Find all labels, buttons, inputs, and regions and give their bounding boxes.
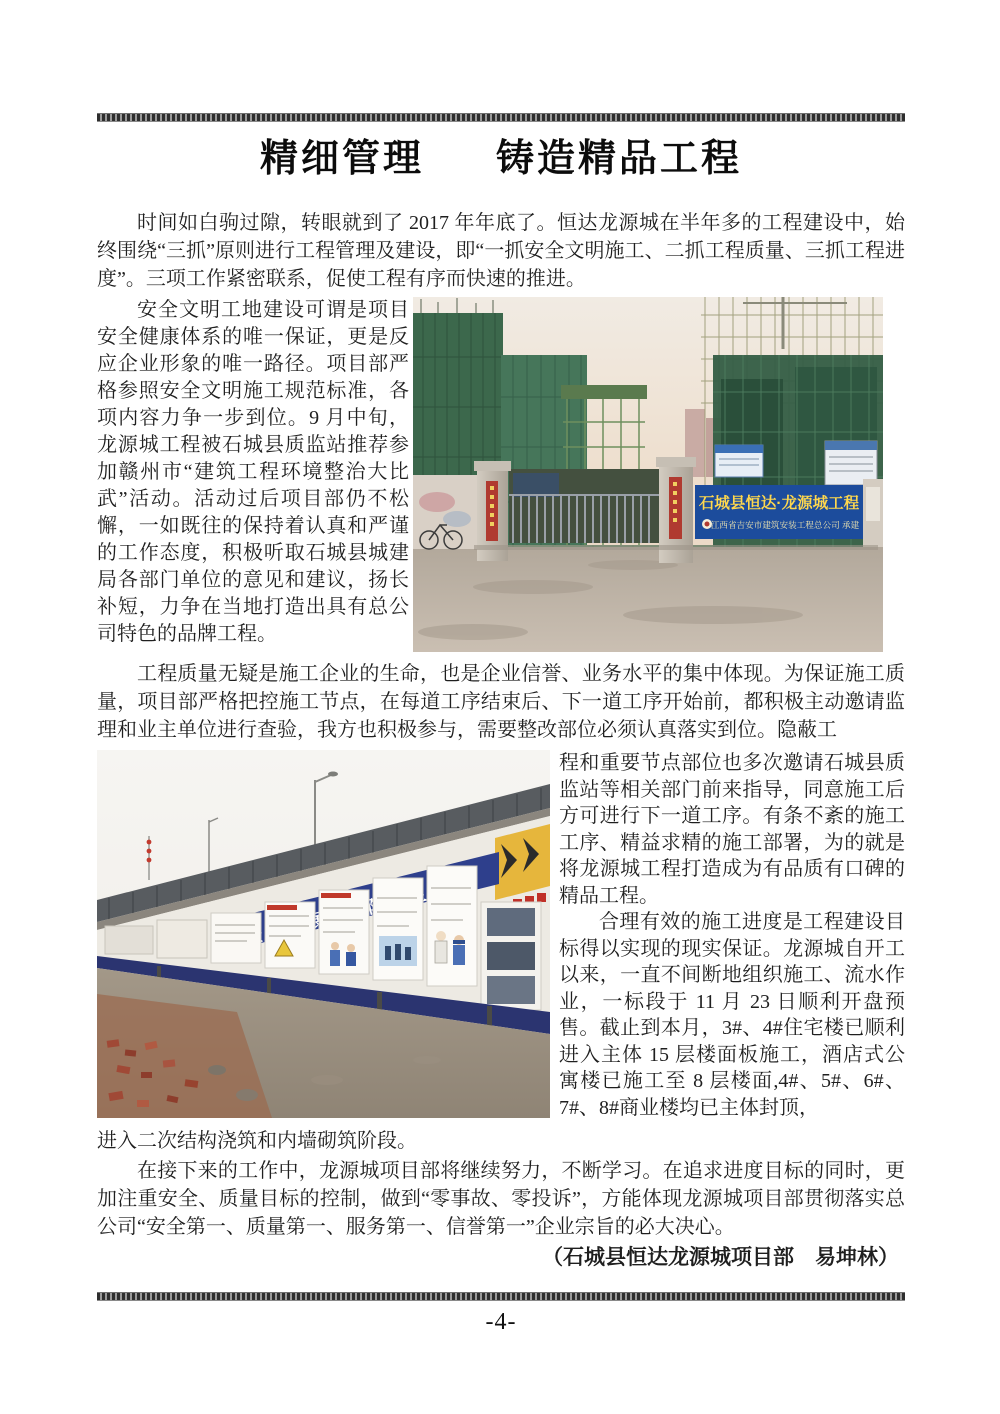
gate-sign-title: 石城县恒达·龙源城工程 — [698, 495, 860, 513]
bottom-rule — [97, 1292, 905, 1301]
safety-wall-photo — [97, 750, 550, 1118]
page-title — [97, 134, 905, 184]
paragraph-quality-full: 工程质量无疑是施工企业的生命，也是企业信誉、业务水平的集中体现。为保证施工质量，项目部严格把控施工节点，在每道工序结束后、下一道工序开始前，都积极主动邀请监理和业主单位进行查验，我方也积极参与，需要整改部位必须认真落实到位。隐蔽工 — [97, 663, 905, 742]
paragraph-safety: 安全文明工地建设可谓是项目安全健康体系的唯一保证，更是反应企业形象的唯一路径。项目部严格参照安全文明施工规范标准，各项内容力争一步到位。9 月中旬，龙源城工程被石城县质监站推荐参加赣州市“建筑工程环境整治大比武”活动。活动过后项目部仍不松懈，一如既往的保持着认真和严谨的工作态度，积极听取石城县城建局各部门单位的意见和建议，扬长补短，力争在当地打造出具有总公司特色的品牌工程。 — [97, 299, 409, 646]
title-part1: 精细管理 — [259, 138, 424, 180]
byline: （石城县恒达龙源城项目部 易坤林） — [542, 1245, 899, 1270]
paragraph-progress-beside: 合理有效的施工进度是工程建设目标得以实现的现实保证。龙源城自开工以来，一直不间断地组织施工、流水作业，一标段于 11 月 23 日顺利开盘预售。截止到本月，3#、4#住宅楼已顺利进入主体 15 层楼面板施工，酒店式公寓楼已施工至 8 层楼面,4#、5#、6#、7#、8#商业楼均已主体封顶， — [559, 911, 905, 1119]
paragraph-progress-cont: 进入二次结构浇筑和内墙砌筑阶段。 — [97, 1130, 417, 1153]
section-progress-row — [97, 750, 905, 1121]
paragraph-quality-beside: 程和重要节点部位也多次邀请石城县质监站等相关部门前来指导，同意施工后方可进行下一道工序。有条不紊的施工工序、精益求精的施工部署，为的就是将龙源城工程打造成为有品质有口碑的精品工程。 — [559, 752, 905, 907]
section-safety-row — [97, 297, 905, 652]
page-content — [97, 113, 905, 1336]
gate-sign — [695, 485, 863, 539]
photo-wall-wrap — [97, 750, 550, 1118]
progress-text-column — [559, 750, 905, 1121]
paragraph-intro: 时间如白驹过隙，转眼就到了 2017 年年底了。恒达龙源城在半年多的工程建设中，始终围绕“三抓”原则进行工程管理及建设，即“一抓安全文明施工、二抓工程质量、三抓工程进度”。三项工作紧密联系，促使工程有序而快速的推进。 — [97, 212, 905, 291]
truck-behind-gate — [513, 473, 559, 497]
page-number: -4- — [485, 1309, 517, 1336]
gate-shadow — [474, 545, 878, 550]
top-rule — [97, 113, 905, 122]
title-part2: 铸造精品工程 — [496, 138, 743, 180]
construction-gate-photo — [413, 297, 883, 652]
gate-sign-subtitle: 江西省吉安市建筑安装工程总公司 承建 — [710, 520, 860, 531]
photo-gate-wrap — [413, 297, 883, 652]
paragraph-closing: 在接下来的工作中，龙源城项目部将继续努力，不断学习。在追求进度目标的同时，更加注重安全、质量目标的控制，做到“零事故、零投诉”，方能体现龙源城项目部贯彻落实总公司“安全第一、质量第一、服务第一、信誉第一”企业宗旨的必大决心。 — [97, 1160, 905, 1239]
photo-strips — [487, 908, 535, 1004]
